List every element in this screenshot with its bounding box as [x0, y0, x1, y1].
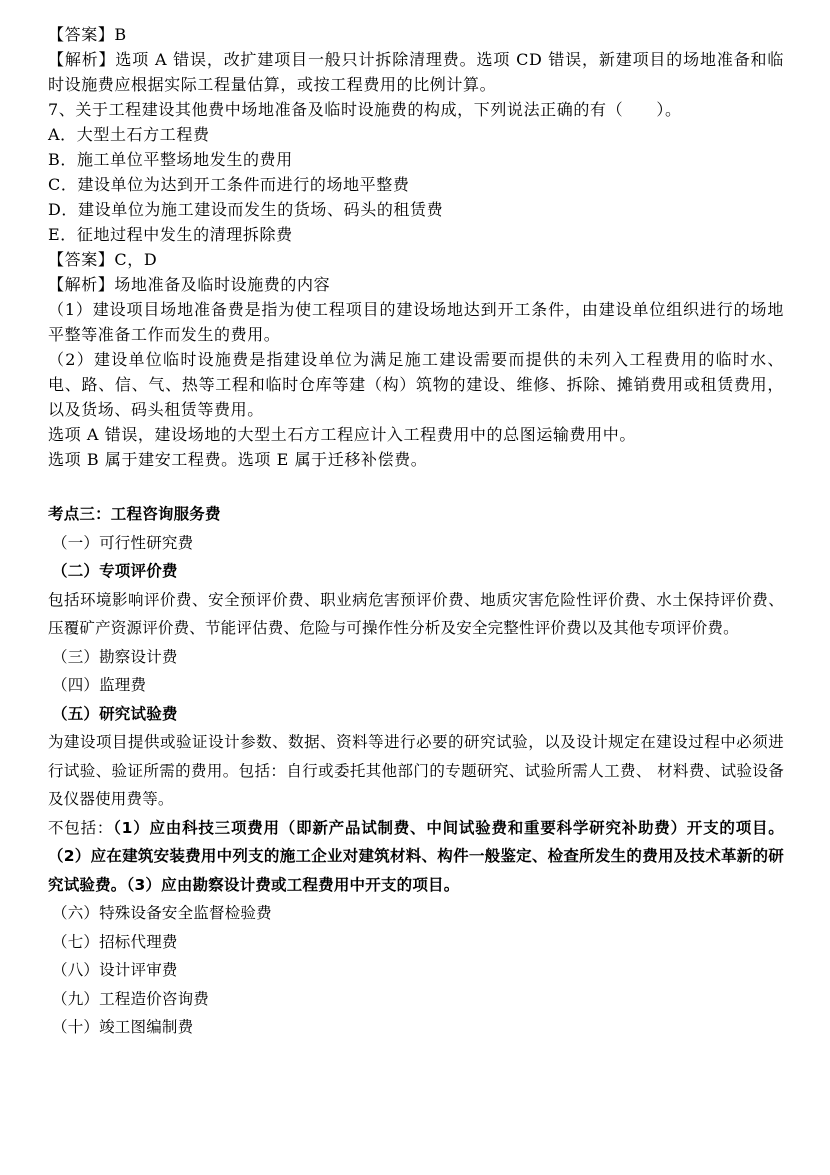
section-three — [48, 500, 784, 1042]
item-bidding-agency: （七）招标代理费 — [52, 932, 178, 951]
analysis-point-2: （2）建设单位临时设施费是指建设单位为满足施工建设需要而提供的未列入工程费用的临时水、电、路、信、气、热等工程和临时仓库等建（构）筑物的建设、维修、拆除、摊销费用或租赁费用，以及货场、码头租赁等费用。 — [48, 350, 784, 419]
option-b: B．施工单位平整场地发生的费用 — [48, 150, 293, 169]
item-special-evaluation-title: （二）专项评价费 — [52, 562, 178, 580]
item-supervision: （四）监理费 — [52, 676, 147, 694]
exclusion-text: （1）应由科技三项费用（即新产品试制费、中间试验费和重要科学研究补助费）开支的项目。（2）应在建筑安装费用中列支的施工企业对建筑材料、构件一般鉴定、检查所发生的费用及技术革新的研究试验费。（3）应由勘察设计费或工程费用中开支的项目。 — [48, 818, 784, 894]
item-special-evaluation-desc: 包括环境影响评价费、安全预评价费、职业病危害预评价费、地质灾害危险性评价费、水土保持评价费、压覆矿产资源评价费、节能评估费、危险与可操作性分析及安全完整性评价费以及其他专项评价费。 — [48, 590, 784, 637]
question-stem-q7: 7、关于工程建设其他费中场地准备及临时设施费的构成，下列说法正确的有（ ）。 — [48, 100, 682, 119]
analysis-point-4: 选项 B 属于建安工程费。选项 E 属于迁移补偿费。 — [48, 450, 428, 469]
item-research-test-title: （五）研究试验费 — [52, 704, 178, 723]
item-equipment-inspection: （六）特殊设备安全监督检验费 — [52, 904, 272, 922]
exclusion-label: 不包括： — [48, 818, 114, 837]
answer-line-q7: 【答案】C，D — [48, 250, 158, 269]
section-title: 考点三：工程咨询服务费 — [48, 505, 221, 523]
item-design-review: （八）设计评审费 — [52, 961, 178, 979]
analysis-title-q7: 【解析】场地准备及临时设施费的内容 — [48, 275, 331, 294]
item-survey-design: （三）勘察设计费 — [52, 647, 178, 666]
option-c: C．建设单位为达到开工条件而进行的场地平整费 — [48, 175, 410, 194]
answer-line-q6: 【答案】B — [48, 25, 127, 44]
analysis-point-3: 选项 A 错误，建设场地的大型土石方工程应计入工程费用中的总图运输费用中。 — [48, 425, 636, 444]
exclusion-paragraph — [48, 814, 784, 900]
analysis-point-1: （1）建设项目场地准备费是指为使工程项目的建设场地达到开工条件，由建设单位组织进行的场地平整等准备工作而发生的费用。 — [48, 300, 784, 344]
item-as-built-drawing: （十）竣工图编制费 — [52, 1018, 194, 1036]
question-block — [48, 22, 784, 472]
item-feasibility: （一）可行性研究费 — [52, 533, 194, 552]
option-a: A．大型土石方工程费 — [48, 125, 210, 144]
option-e: E．征地过程中发生的清理拆除费 — [48, 225, 293, 244]
item-research-test-desc: 为建设项目提供或验证设计参数、数据、资料等进行必要的研究试验，以及设计规定在建设过程中必须进行试验、验证所需的费用。包括：自行或委托其他部门的专题研究、试验所需人工费、 材料费、试验设备及仪器使用费等。 — [48, 733, 784, 808]
section-spacer — [48, 472, 784, 500]
document-page — [48, 22, 784, 1042]
option-d: D．建设单位为施工建设而发生的货场、码头的租赁费 — [48, 200, 444, 219]
analysis-paragraph-q6: 【解析】选项 A 错误，改扩建项目一般只计拆除清理费。选项 CD 错误，新建项目的场地准备和临时设施费应根据实际工程量估算，或按工程费用的比例计算。 — [48, 50, 784, 94]
item-cost-consulting: （九）工程造价咨询费 — [52, 989, 210, 1008]
